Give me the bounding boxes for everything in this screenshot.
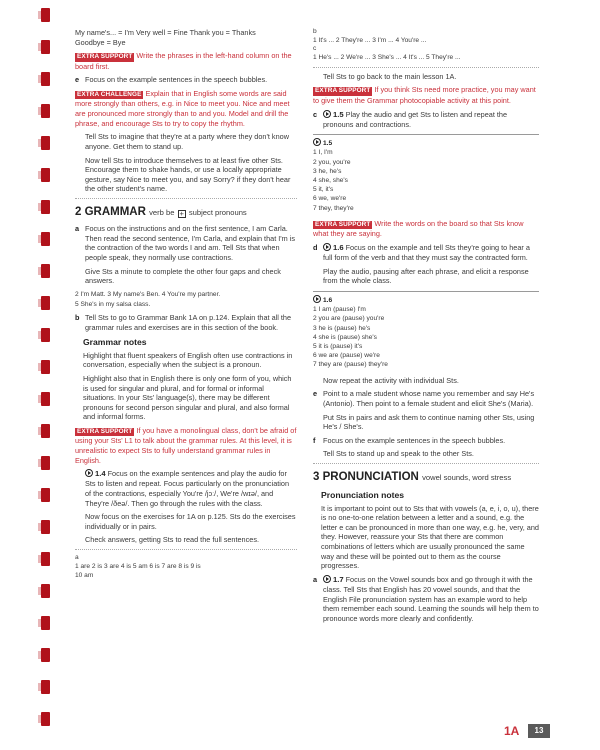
left-column — [75, 28, 297, 580]
answers-line1: 1 are 2 is 3 are 4 is 5 am 6 is 7 are 8 is 9 is — [75, 562, 201, 570]
page-number: 13 — [528, 724, 550, 738]
step-text: Focus on the example and tell Sts they're going to hear a full form of the verb and that they must say the contracted form. — [323, 242, 530, 262]
intro-pairs — [75, 28, 297, 47]
answers-label: a — [75, 554, 79, 562]
step-label: a — [313, 574, 318, 584]
answers-a — [75, 290, 297, 309]
step-text: Focus on the instructions and on the first sentence, I am Carla. Then read the second sentence, I'm Carla, and explain that I'm is the contraction of the two words I and am. Tell Sts that when people speak, they normally use contractions. — [85, 224, 296, 263]
unit-label: 1A — [504, 724, 520, 738]
intro-pairs-line2: Goodbye = Bye — [75, 37, 126, 47]
step-label: e — [75, 75, 80, 85]
step-label: b — [75, 313, 80, 323]
page-edge-tabs — [0, 0, 56, 750]
divider — [313, 463, 539, 464]
audio-line: 2 you, you're — [313, 158, 351, 166]
answers-b-label: b — [313, 28, 317, 35]
step-a — [313, 575, 539, 624]
answers-a-line1: 2 I'm Matt. 3 My name's Ben. 4 You're my partner. — [75, 290, 221, 298]
pronunciation-notes-title: Pronunciation notes — [321, 490, 405, 501]
audio-number: 1.4 — [95, 469, 106, 479]
extra-support-text: Write the words on the board so that Sts know what they are saying. — [313, 218, 524, 239]
extra-support-2 — [75, 426, 297, 465]
audio-number: 1.5 — [333, 109, 344, 119]
step-label: a — [75, 224, 80, 234]
step-c — [313, 110, 539, 130]
audio-line: 5 it is (pause) it's — [313, 342, 363, 350]
grammar-heading-sub: verb be — [149, 208, 175, 218]
edge-tab — [41, 616, 50, 630]
step-label: d — [313, 242, 318, 252]
step-label: c — [313, 109, 318, 119]
page-footer — [504, 724, 550, 738]
check-text: Check answers, getting Sts to read the full sentences. — [85, 535, 260, 545]
step-a — [75, 224, 297, 263]
step-text: Play the audio and get Sts to listen and repeat the pronouns and contractions. — [323, 109, 508, 129]
step-text: Focus on the example sentences in the speech bubbles. — [323, 435, 506, 445]
audio-line: 1 I am (pause) I'm — [313, 306, 366, 314]
audio-line: 3 he is (pause) he's — [313, 324, 371, 332]
step-a-text2: Give Sts a minute to complete the other four gaps and check answers. — [85, 266, 281, 286]
step-f-text2: Tell Sts to stand up and speak to the other Sts. — [323, 449, 474, 459]
answers-line2: 10 am — [75, 571, 94, 579]
audio-number: 1.7 — [333, 574, 344, 584]
tell-paragraph-2: Now tell Sts to introduce themselves to at least five other Sts. Encourage them to shake hands, or use a locally appropriate gesture, say Nice to meet you, and say Sorry? if they don't hear the other student's name. — [85, 155, 291, 194]
audio-line: 7 they are (pause) they're — [313, 361, 388, 369]
audio-number: 1.6 — [333, 242, 344, 252]
step-label: e — [313, 389, 318, 399]
audio-icon — [323, 110, 331, 118]
audio-line: 6 we are (pause) we're — [313, 352, 380, 360]
edge-tab — [41, 72, 50, 86]
edge-tab — [41, 296, 50, 310]
edge-tab — [41, 680, 50, 694]
divider — [75, 549, 297, 550]
grammar-heading — [75, 205, 297, 220]
extra-challenge — [75, 89, 297, 128]
extra-support-1 — [75, 51, 297, 71]
grammar-note-2: Highlight also that in English there is only one form of you, which is used for singular and plural, and for formal or informal situations. In your Sts' language(s), there may be different pronouns for second person singular and plural, and also formal and informal forms. — [83, 373, 292, 422]
audio-line: 5 it, it's — [313, 186, 334, 194]
edge-tab — [41, 424, 50, 438]
answers-a-line2: 5 She's in my salsa class. — [75, 300, 151, 308]
audio-line: 3 he, he's — [313, 167, 342, 175]
extra-support-tag: EXTRA SUPPORT — [77, 428, 133, 436]
grammar-heading-sub2: subject pronouns — [188, 208, 247, 218]
edge-tab — [41, 328, 50, 342]
audio-icon — [323, 243, 331, 251]
extra-support-tag: EXTRA SUPPORT — [315, 220, 371, 228]
answers-c-line: 1 He's ... 2 We're ... 3 She's ... 4 It's ... 5 They're ... — [313, 54, 461, 62]
tell-paragraph-1: Tell Sts to imagine that they're at a party where they don't know anyone. Get them to stand up. — [85, 132, 289, 151]
audio-1-4-step — [75, 469, 297, 508]
step-label: f — [313, 435, 316, 445]
intro-pairs-line1: My name's... = I'm Very well = Fine Thank you = Thanks — [75, 28, 256, 37]
audio-icon — [85, 469, 93, 477]
audio-icon — [313, 138, 321, 146]
edge-tab — [41, 584, 50, 598]
edge-tab — [41, 232, 50, 246]
step-d — [313, 243, 539, 263]
edge-tab — [41, 104, 50, 118]
pronunciation-note-1: It is important to point out to Sts that with vowels (a, e, i, o, u), there is no one-to-one relation between a letter and a sound, e.g. the letter e can be pronounced in more than one way, e.g. he, very, and they. However, reassure your Sts that there are common combinations of letters which are usually pronounced the same way and these will be pointed out to them as the course progresses. — [321, 503, 539, 571]
extra-support-text: Write the phrases in the left-hand column on the board first. — [75, 51, 292, 71]
edge-tab — [41, 40, 50, 54]
step-d-text2: Play the audio, pausing after each phrase, and elicit a response from the whole class. — [323, 266, 529, 286]
step-b — [75, 313, 297, 332]
extra-support-text: If you think Sts need more practice, you may want to give them the Grammar photocopiable activity at this point. — [313, 85, 536, 105]
audio-line: 6 we, we're — [313, 195, 347, 203]
audio-line: 1 I, I'm — [313, 149, 333, 157]
extra-support-3 — [313, 85, 539, 105]
answers-b-line: 1 It's ... 2 They're ... 3 I'm ... 4 You're ... — [313, 36, 427, 44]
step-text: Focus on the example sentences in the speech bubbles. — [85, 75, 268, 85]
audio-step-text: Focus on the example sentences and play the audio for Sts to listen and repeat. Focus particularly on the pronunciation of the contractions, especially You're /jɔː/, We're /wɪə/, and They're /ðeə/. Then go through the rules with the class. — [85, 469, 290, 508]
extra-support-4 — [313, 219, 539, 239]
extra-support-tag: EXTRA SUPPORT — [77, 53, 133, 61]
divider — [313, 67, 539, 68]
pronunciation-notes — [313, 490, 539, 571]
edge-tab — [41, 520, 50, 534]
audio-line: 7 they, they're — [313, 204, 354, 212]
answers-b — [313, 28, 539, 63]
right-column — [313, 28, 539, 627]
pronunciation-heading-title: 3 PRONUNCIATION — [313, 471, 419, 483]
exercises-text: Now focus on the exercises for 1A on p.125. Sts do the exercises individually or in pairs. — [85, 512, 296, 531]
extra-support-tag: EXTRA SUPPORT — [315, 87, 371, 95]
edge-tab — [41, 488, 50, 502]
pronunciation-heading-sub: vowel sounds, word stress — [422, 473, 512, 482]
audio-line: 4 she, she's — [313, 177, 348, 185]
plus-box-icon: + — [179, 209, 184, 219]
audio-script-title — [313, 295, 539, 305]
edge-tab — [41, 712, 50, 726]
audio-line: 2 you are (pause) you're — [313, 315, 385, 323]
audio-line: 4 she is (pause) she's — [313, 333, 377, 341]
step-e — [313, 389, 539, 408]
audio-script-1-6 — [313, 291, 539, 370]
step-f — [313, 436, 539, 446]
grammar-notes-title: Grammar notes — [83, 337, 147, 348]
audio-icon — [313, 295, 321, 303]
audio-script-1-5 — [313, 134, 539, 213]
edge-tab — [41, 456, 50, 470]
audio-icon — [323, 575, 331, 583]
edge-tab — [41, 264, 50, 278]
edge-tab — [41, 168, 50, 182]
edge-tab — [41, 136, 50, 150]
grammar-heading-title: 2 GRAMMAR — [75, 206, 146, 219]
extra-challenge-text: Explain that in English some words are said more strongly than others, e.g. in Nice to meet you. Nice and meet are pronounced more strongly than to and you. Model and drill the phrase, and encourage Sts to try to copy the rhythm. — [75, 88, 290, 128]
grammar-note-1: Highlight that fluent speakers of English often use contractions in conversation, especially when the subject is a pronoun. — [83, 350, 293, 370]
extra-challenge-tag: EXTRA CHALLENGE — [77, 90, 142, 98]
edge-tab — [41, 360, 50, 374]
repeat-text: Now repeat the activity with individual Sts. — [323, 375, 459, 385]
step-text: Point to a male student whose name you remember and say He's (Antonio). Then point to a female student and elicit She's (Maria). — [323, 389, 535, 408]
extra-support-text: If you have a monolingual class, don't be afraid of using your Sts' L1 to talk about the grammar rules. At this level, it is unrealistic to expect Sts to fully understand grammar rules in English. — [75, 426, 297, 465]
step-text: Focus on the Vowel sounds box and go through it with the class. Tell Sts that English has 20 vowel sounds, and that the English File pronunciation system has an example word to help them remember each sound. Learning the sounds will help them to pronounce words more clearly and confidently. — [323, 574, 539, 623]
edge-tab — [41, 648, 50, 662]
answers-c-label: c — [313, 45, 317, 53]
answers-block — [75, 554, 297, 580]
audio-script-number: 1.5 — [323, 140, 333, 148]
step-text: Tell Sts to go to Grammar Bank 1A on p.124. Explain that all the grammar rules and exercises are in this section of the book. — [85, 313, 292, 332]
back-text: Tell Sts to go back to the main lesson 1A. — [323, 71, 457, 81]
edge-tab — [41, 200, 50, 214]
edge-tab — [41, 552, 50, 566]
step-e-text2: Put Sts in pairs and ask them to continue naming other Sts, using He's / She's. — [323, 412, 535, 432]
audio-script-title — [313, 138, 539, 148]
edge-tab — [41, 392, 50, 406]
grammar-notes — [75, 337, 297, 422]
edge-tab — [41, 8, 50, 22]
audio-script-number: 1.6 — [323, 296, 333, 304]
step-e — [75, 75, 297, 85]
pronunciation-heading — [313, 470, 539, 485]
divider — [75, 198, 297, 199]
